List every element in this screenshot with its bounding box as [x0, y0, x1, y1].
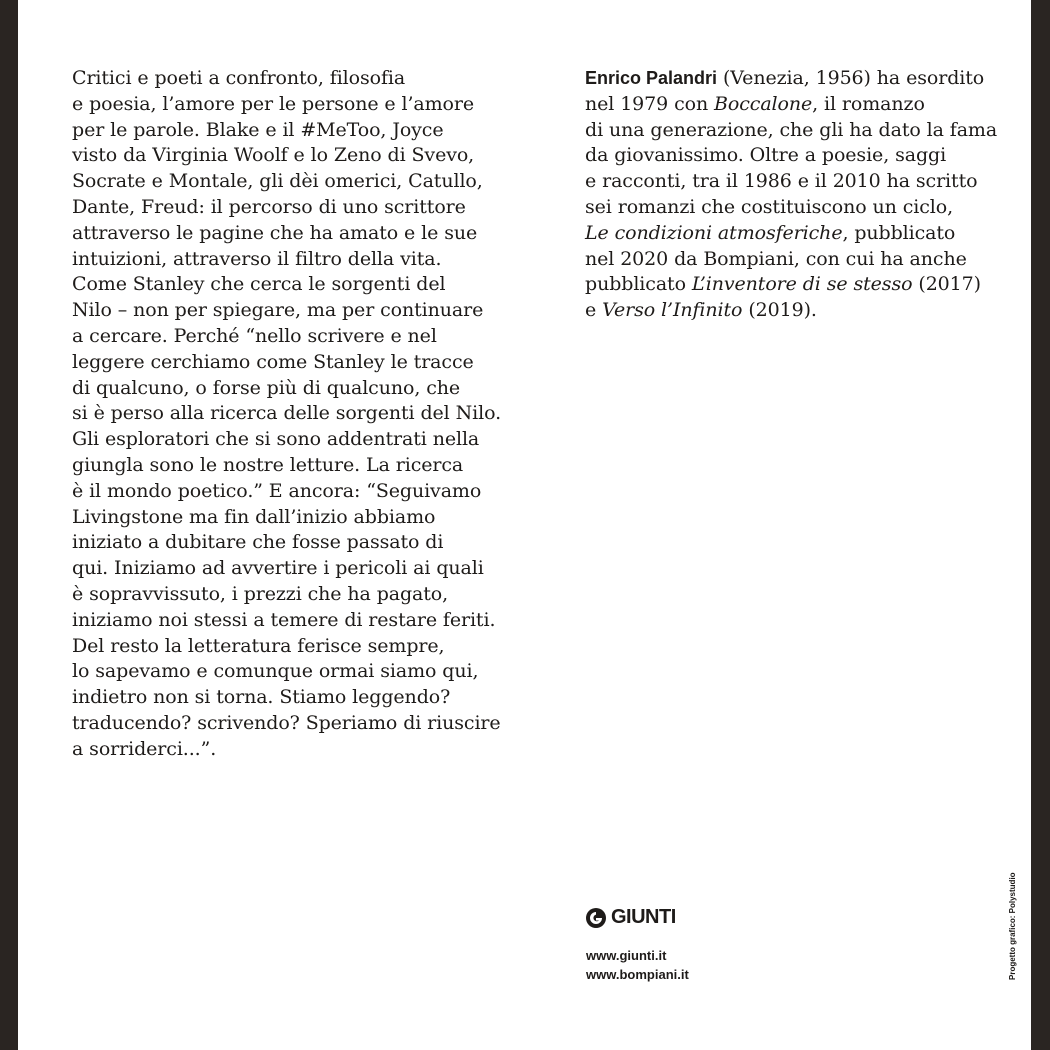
blurb-line: è il mondo poetico.” E ancora: “Seguivamo	[72, 479, 482, 502]
author-name: Enrico Palandri	[585, 68, 718, 88]
blurb-line: Nilo – non per spiegare, ma per continuare	[72, 299, 484, 322]
blurb-line: traducendo? scrivendo? Speriamo di riuscire	[72, 711, 501, 734]
publisher-links	[586, 946, 689, 984]
bio-line: e racconti, tra il 1986 e il 2010 ha scritto	[585, 170, 978, 193]
publisher-logo-text: GIUNTI	[611, 906, 676, 928]
blurb-line: attraverso le pagine che ha amato e le sue	[72, 221, 478, 244]
blurb-line: Del resto la letteratura ferisce sempre,	[72, 634, 445, 657]
blurb-line: Socrate e Montale, gli dèi omerici, Catullo,	[72, 170, 483, 193]
blurb-line: Critici e poeti a confronto, filosofia	[72, 67, 406, 89]
blurb-line: iniziato a dubitare che fosse passato di	[72, 531, 444, 554]
blurb-line: Dante, Freud: il percorso di uno scrittore	[72, 195, 466, 218]
blurb-line: lo sapevamo e comunque ormai siamo qui,	[72, 660, 479, 683]
giunti-g-logo-icon	[585, 907, 607, 929]
publisher-logo	[585, 906, 676, 929]
bio-line: pubblicato L’inventore di se stesso (2017)	[585, 273, 981, 296]
bio-line: nel 2020 da Bompiani, con cui ha anche	[585, 247, 967, 270]
blurb-line: per le parole. Blake e il #MeToo, Joyce	[72, 118, 444, 141]
blurb-line: Livingstone ma fin dall’inizio abbiamo	[72, 505, 436, 528]
bio-line: Le condizioni atmosferiche, pubblicato	[585, 221, 956, 244]
author-bio	[585, 66, 998, 324]
blurb-line: indietro non si torna. Stiamo leggendo?	[72, 686, 451, 709]
blurb-line: a sorriderci...”.	[72, 737, 217, 760]
blurb-line: Come Stanley che cerca le sorgenti del	[72, 273, 446, 296]
blurb-line: e poesia, l’amore per le persone e l’amore	[72, 92, 475, 115]
book-title: Le condizioni atmosferiche	[585, 221, 843, 244]
book-title: Boccalone	[714, 92, 813, 115]
back-cover-page	[18, 0, 1031, 1050]
bio-line: nel 1979 con Boccalone, il romanzo	[585, 92, 925, 115]
blurb-line: qui. Iniziamo ad avvertire i pericoli ai quali	[72, 557, 484, 580]
book-title: L’inventore di se stesso	[691, 273, 913, 296]
blurb-line: leggere cerchiamo come Stanley le tracce	[72, 350, 474, 373]
bio-line: e Verso l’Infinito (2019).	[585, 299, 817, 322]
design-credit: Progetto grafico: Polystudio	[1008, 872, 1017, 980]
bompiani-link[interactable]: www.bompiani.it	[586, 967, 689, 982]
blurb-line: intuizioni, attraverso il filtro della vita.	[72, 247, 442, 270]
book-title: Verso l’Infinito	[602, 299, 743, 322]
blurb-line: visto da Virginia Woolf e lo Zeno di Svevo,	[72, 144, 475, 167]
bio-line: sei romanzi che costituiscono un ciclo,	[585, 195, 954, 218]
bio-line: Enrico Palandri (Venezia, 1956) ha esordito	[585, 67, 985, 89]
blurb-line: a cercare. Perché “nello scrivere e nel	[72, 324, 437, 347]
blurb-line: Gli esploratori che si sono addentrati nella	[72, 428, 480, 451]
giunti-link[interactable]: www.giunti.it	[586, 948, 667, 963]
blurb-line: iniziamo noi stessi a temere di restare feriti.	[72, 608, 496, 631]
blurb-line: giungla sono le nostre letture. La ricerca	[72, 453, 464, 476]
blurb-line: di qualcuno, o forse più di qualcuno, che	[72, 376, 461, 399]
blurb-line: è sopravvissuto, i prezzi che ha pagato,	[72, 582, 449, 605]
bio-line: di una generazione, che gli ha dato la fama	[585, 118, 998, 141]
bio-line: da giovanissimo. Oltre a poesie, saggi	[585, 144, 947, 167]
blurb-line: si è perso alla ricerca delle sorgenti del Nilo.	[72, 402, 502, 425]
blurb-text	[72, 66, 502, 763]
